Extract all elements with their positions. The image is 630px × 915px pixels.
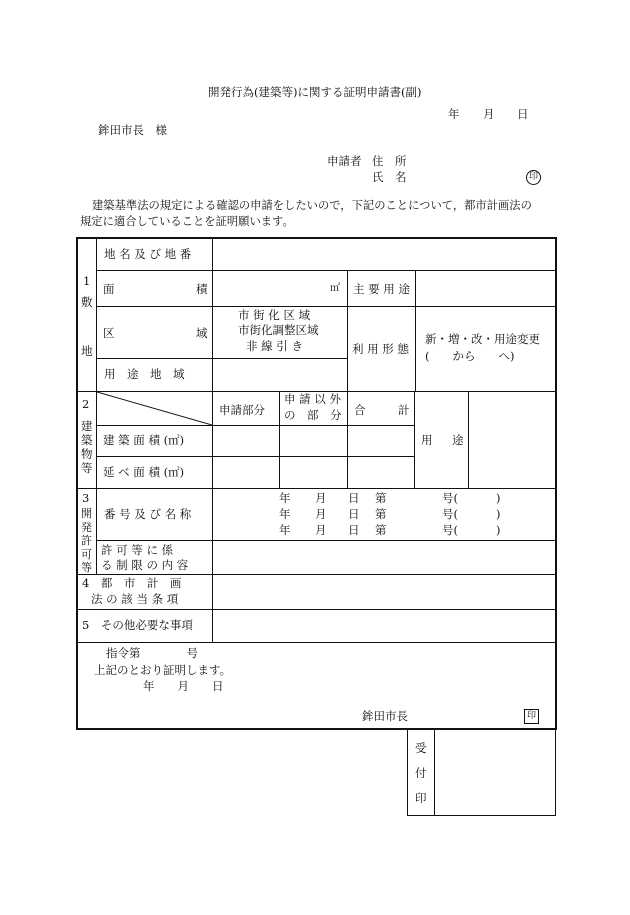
receipt-char-1: 受 bbox=[415, 741, 427, 755]
permit-go: 号( bbox=[442, 491, 458, 505]
permit-close: ) bbox=[496, 491, 501, 505]
permit-year: 年 bbox=[279, 523, 291, 537]
permit-month: 月 bbox=[315, 507, 327, 521]
use-label-left: 用 bbox=[421, 433, 433, 447]
limit-label-2: る 制 限 の 内 容 bbox=[101, 558, 189, 572]
area-label-right: 積 bbox=[196, 282, 208, 296]
zone-label-left: 区 bbox=[103, 326, 115, 340]
permit-dai: 第 bbox=[375, 507, 387, 521]
address-label: 住 所 bbox=[372, 154, 407, 168]
section-3-number: 3 bbox=[82, 491, 90, 505]
section-2-number: 2 bbox=[82, 397, 90, 411]
law-label-1: 4 都 市 計 画 bbox=[82, 576, 182, 590]
section-1-number: 1 bbox=[83, 274, 91, 288]
certify-date: 年 月 日 bbox=[143, 679, 224, 693]
area-label-left: 面 bbox=[103, 282, 115, 296]
col-total-header-1: 合 bbox=[354, 403, 366, 417]
mayor-seal-mark: 印 bbox=[524, 709, 539, 724]
permit-day: 日 bbox=[348, 491, 360, 505]
document-title: 開発行為(建築等)に関する証明申請書(副) bbox=[208, 85, 422, 99]
floor-area-label: 延 べ 面 積 (㎡) bbox=[103, 465, 185, 479]
usage-option-1: 新・増・改・用途変更 bbox=[425, 332, 540, 346]
other-label: 5 その他必要な事項 bbox=[82, 618, 193, 632]
col-total-header-2: 計 bbox=[398, 403, 410, 417]
usage-option-2: ( から へ) bbox=[425, 349, 515, 363]
law-label-2: 法 の 該 当 条 項 bbox=[91, 592, 179, 606]
section-2-label: 建築物等 bbox=[81, 419, 93, 475]
mayor-label: 鉾田市長 bbox=[362, 709, 408, 723]
permit-year: 年 bbox=[279, 491, 291, 505]
permit-dai: 第 bbox=[375, 491, 387, 505]
area-unit: ㎡ bbox=[330, 283, 340, 294]
col-other-header-2: の 部 分 bbox=[284, 408, 342, 422]
date-day: 日 bbox=[517, 107, 529, 121]
permit-dai: 第 bbox=[375, 523, 387, 537]
command-number: 指令第 号 bbox=[106, 646, 198, 660]
building-area-label: 建 築 面 積 (㎡) bbox=[103, 433, 185, 447]
date-month: 月 bbox=[483, 107, 495, 121]
usage-form-label: 利 用 形 態 bbox=[352, 342, 409, 356]
zone-option-urbanization: 市 街 化 区 域 bbox=[238, 308, 311, 322]
name-label: 氏 名 bbox=[372, 170, 407, 184]
receipt-char-2: 付 bbox=[415, 766, 427, 780]
main-use-label: 主 要 用 途 bbox=[353, 282, 410, 296]
receipt-char-3: 印 bbox=[415, 791, 427, 805]
permit-day: 日 bbox=[348, 523, 360, 537]
permit-month: 月 bbox=[315, 523, 327, 537]
permit-year: 年 bbox=[279, 507, 291, 521]
zone-option-control: 市街化調整区域 bbox=[238, 323, 319, 337]
zone-option-nonline: 非 線 引 き bbox=[246, 339, 303, 353]
certify-statement: 上記のとおり証明します。 bbox=[94, 663, 232, 677]
permit-month: 月 bbox=[315, 491, 327, 505]
section-3-label: 開発許可等 bbox=[81, 507, 92, 574]
body-text-line1: 建築基準法の規定による確認の申請をしたいので，下記のことについて，都市計画法の bbox=[92, 199, 532, 212]
permit-day: 日 bbox=[348, 507, 360, 521]
zone-label-right: 域 bbox=[196, 326, 208, 340]
permit-go: 号( bbox=[442, 507, 458, 521]
body-text-line2: 規定に適合していることを証明願います。 bbox=[80, 215, 294, 228]
col-other-header-1: 申 請 以 外 bbox=[284, 392, 341, 406]
section-1-label-bottom: 地 bbox=[81, 344, 93, 358]
applicant-seal-mark: 印 bbox=[526, 170, 541, 185]
col-apply-header: 申請部分 bbox=[219, 403, 265, 417]
date-year: 年 bbox=[448, 107, 460, 121]
number-name-label: 番 号 及 び 名 称 bbox=[104, 507, 192, 521]
applicant-label: 申請者 bbox=[327, 154, 362, 168]
permit-go: 号( bbox=[442, 523, 458, 537]
limit-label-1: 許 可 等 に 係 bbox=[101, 543, 174, 557]
permit-close: ) bbox=[496, 507, 501, 521]
lot-label: 地 名 及 び 地 番 bbox=[104, 247, 192, 261]
district-label: 用 途 地 域 bbox=[104, 367, 185, 381]
use-label-right: 途 bbox=[452, 433, 464, 447]
addressee: 鉾田市長 様 bbox=[98, 123, 167, 137]
section-1-label-top: 敷 bbox=[81, 295, 93, 309]
permit-close: ) bbox=[496, 523, 501, 537]
header-diagonal bbox=[97, 392, 212, 425]
